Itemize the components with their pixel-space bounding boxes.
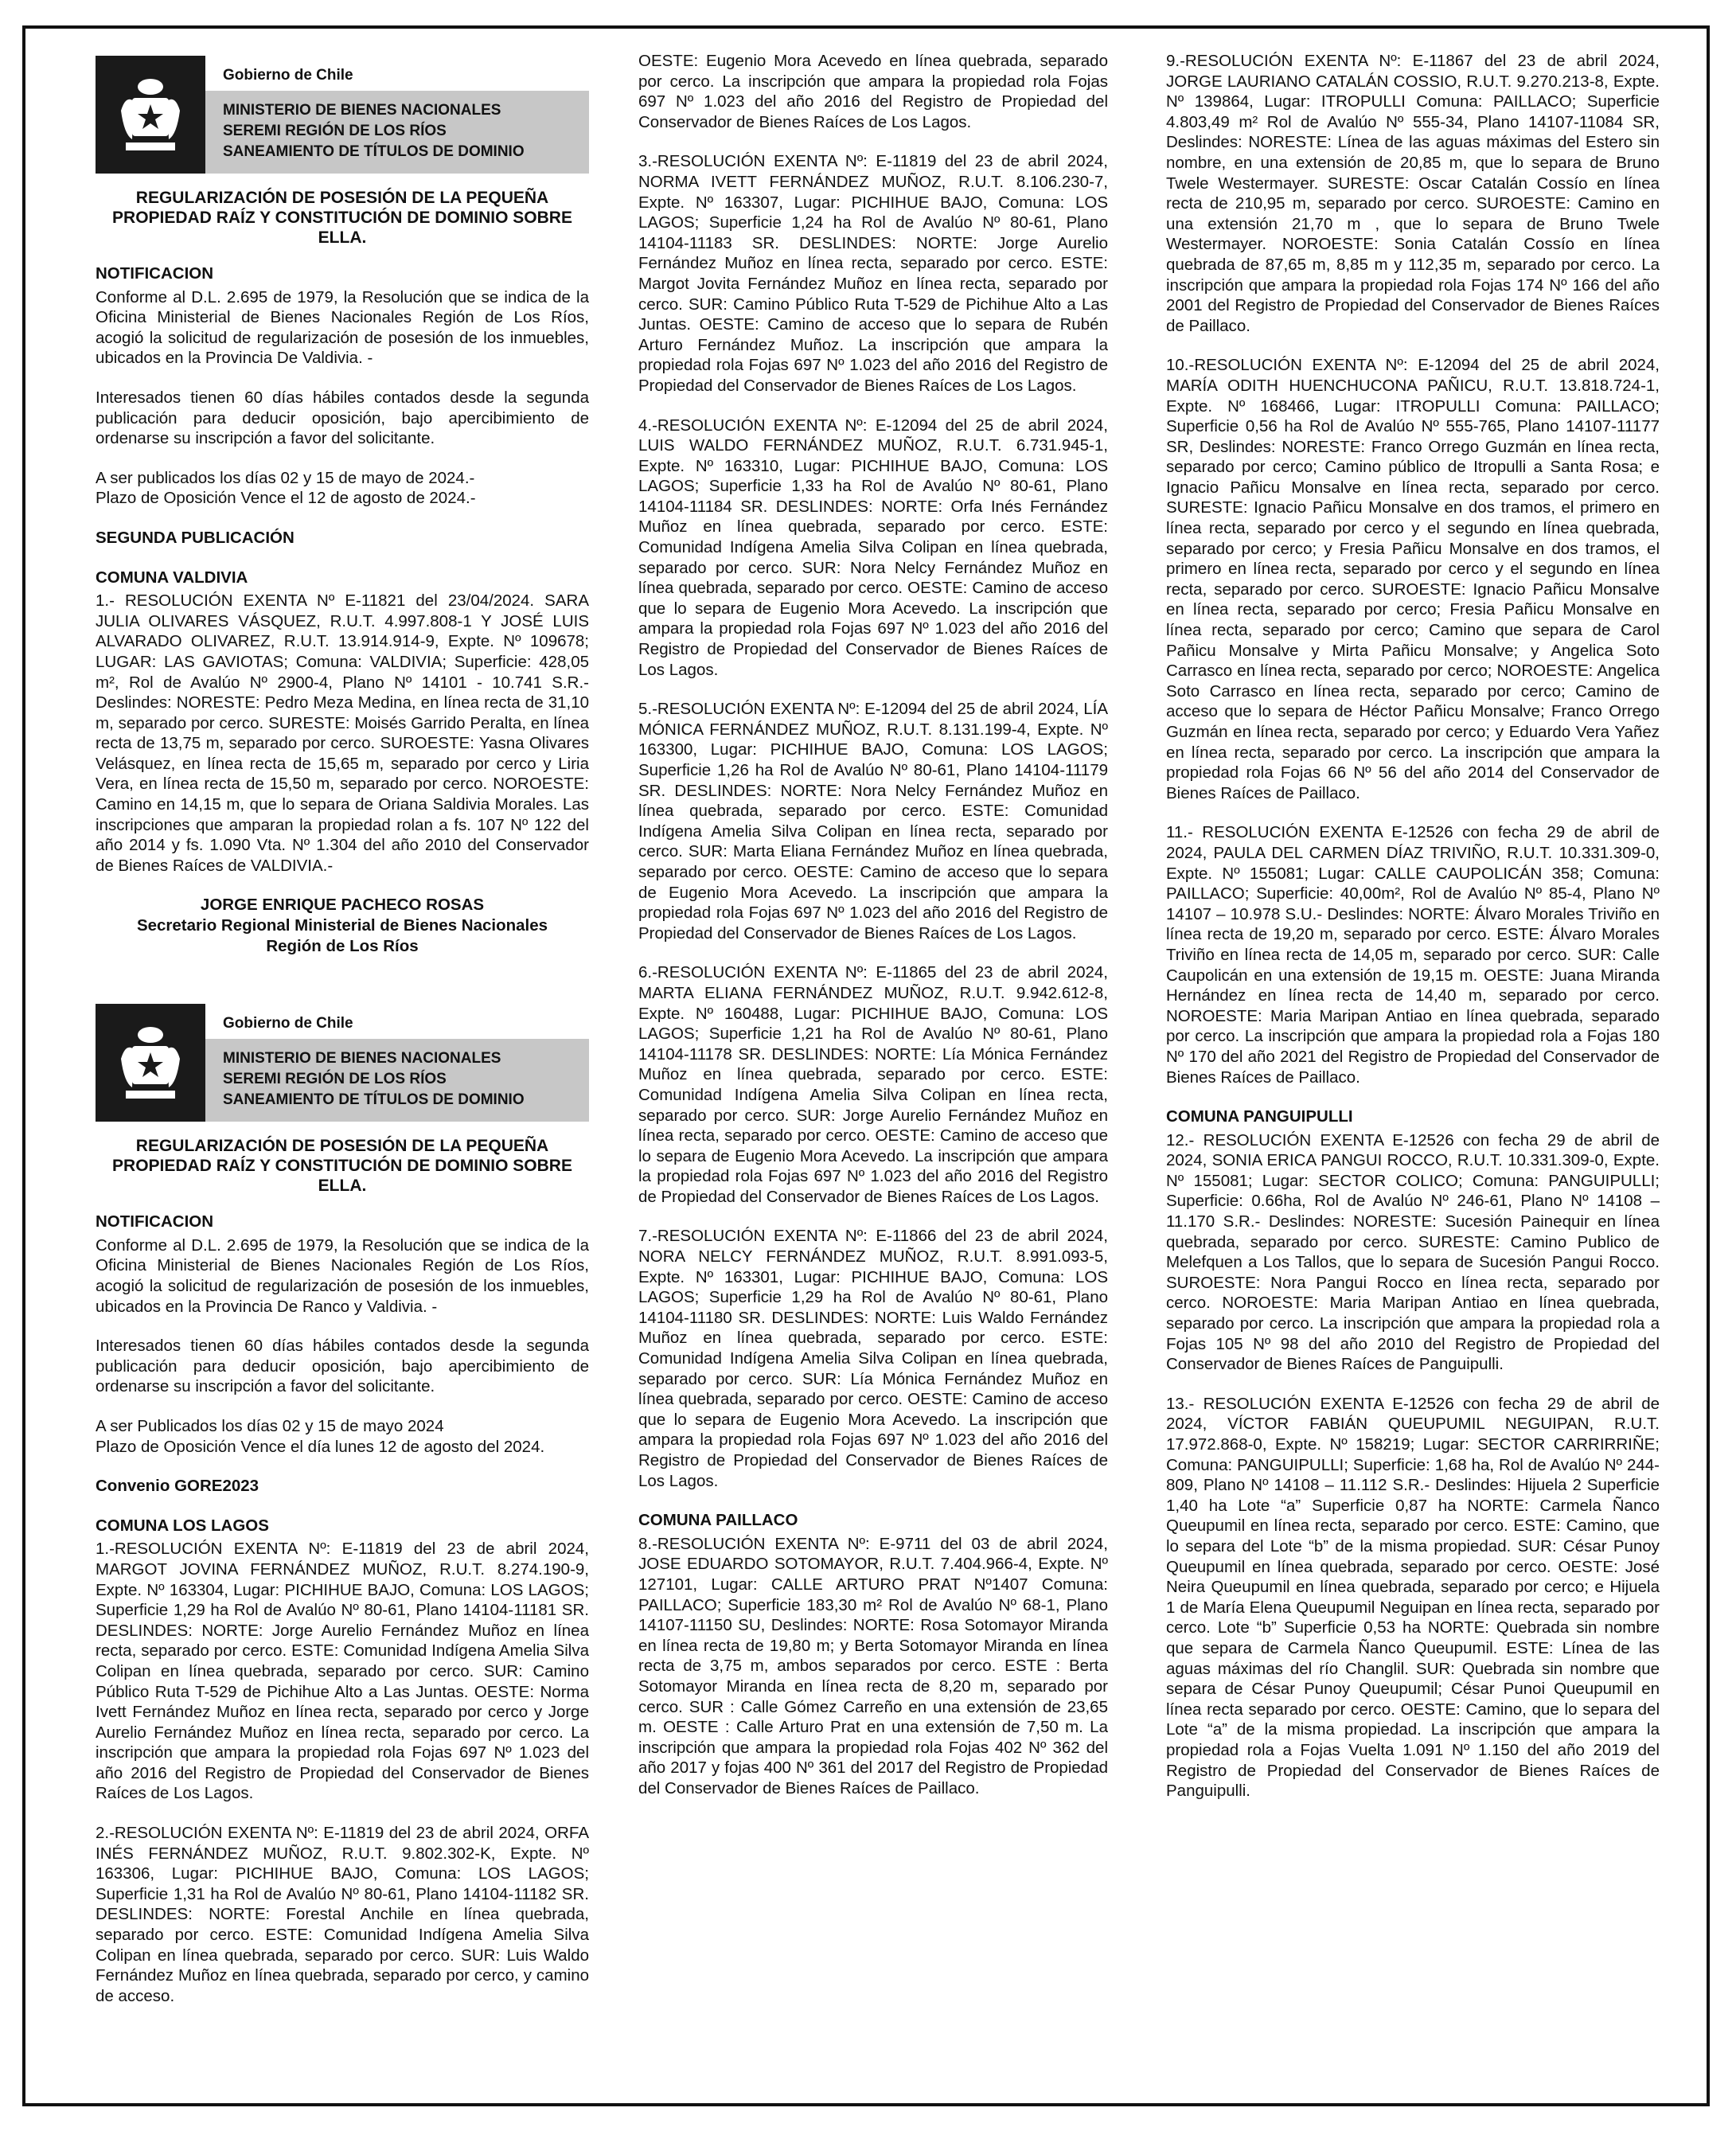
resolution-10: 10.-RESOLUCIÓN EXENTA Nº: E-12094 del 25 de abril 2024, MARÍA ODITH HUENCHUCONA PAÑICU, R.U.T. 13.818.724-1, Expte. Nº 168466, Lugar: ITROPULLI Comuna: PAILLACO; Superficie 0,56 ha Rol de Avalúo Nº 555-765, Plano 14107-11177 SR, Deslindes: NORESTE: Franco Orrego Guzmán en línea recta, separado por cerco; Camino público de Itropulli a Santa Rosa; e Ignacio Pañicu Monsalve en línea recta, separado por cerco. SURESTE: Ignacio Pañicu Monsalve en dos tramos, el primero en línea recta, separado por cerco y el segundo en línea quebrada, separado por cerco; y Fresia Pañicu Monsalve en dos tramos, el primero en línea recta, separado por cerco y el segundo en línea recta, separado por cerco. SUROESTE: Ignacio Pañicu Monsalve en línea recta, separado por cerco; Fresia Pañicu Monsalve en línea recta, separado por cerco; Camino que separa de Carol Pañicu Monsalve y Mirta Pañicu Monsalve; y Angelica Soto Carrasco en línea recta, separado por cerco; NOROESTE: Angelica Soto Carrasco en línea recta, separado por cerco; Camino de acceso que lo separa de Héctor Pañicu Monsalve; Franco Orrego Guzmán en línea recta, separado por cerco; y Eduardo Vera Yañez en línea recta, separado por cerco. La inscripción que ampara la propiedad rola Fojas 66 Nº 56 del año 2014 del Conservador de Bienes Raíces de Paillaco. [1166,356,1660,802]
comuna-paillaco: COMUNA PAILLACO [638,1511,798,1530]
resolution-6: 6.-RESOLUCIÓN EXENTA Nº: E-11865 del 23 de abril 2024, MARTA ELIANA FERNÁNDEZ MUÑOZ, R.U.T. 9.942.612-8, Expte. Nº 160488, Lugar: PICHIHUE BAJO, Comuna: LOS LAGOS; Superficie 1,21 ha Rol de Avalúo Nº 80-61, Plano 14104-11178 SR. DESLINDES: NORTE: Lía Mónica Fernández Muñoz en línea quebrada, separado por cerco. ESTE: Comunidad Indígena Amelia Silva Colipan en línea recta, separado por cerco. SUR: Jorge Aurelio Fernández Muñoz en línea recta, separado por cerco. OESTE: Camino de acceso que lo separa de Eugenio Mora Acevedo. La inscripción que ampara la propiedad rola Fojas 697 Nº 1.023 del año 2016 del Registro de Propiedad del Conservador de Bienes Raíces de Los Lagos. [638,963,1108,1206]
signatory-name: JORGE ENRIQUE PACHECO ROSAS [200,896,485,915]
column-1 [96,56,589,2025]
interesados-text-1: Interesados tienen 60 días hábiles contados desde la segunda publicación para deducir oposición, bajo apercibimiento de ordenarse su inscripción a favor del solicitante. [96,388,589,448]
resolution-13: 13.- RESOLUCIÓN EXENTA E-12526 con fecha 29 de abril de 2024, VÍCTOR FABIÁN QUEUPUMIL NEGUIPAN, R.U.T. 17.972.868-0, Expte. Nº 158219; Lugar: SECTOR CARRIRRIÑE; Comuna: PANGUIPULLI; Superficie: 1,68 ha, Rol de Avalúo Nº 244-809, Plano Nº 14108 – 11.112 S.R.- Deslindes: Hijuela 2 Superficie 1,40 ha Lote “a” Superficie 0,87 ha NORTE: Carmela Ñanco Queupumil en línea recta, separado por cerco. ESTE: Camino, que lo separa del Lote “b” de la misma propiedad. SUR: César Punoy Queupumil en línea quebrada, separado por cerco. OESTE: José Neira Queupumil en línea quebrada, separado por cerco; e Hijuela 1 de María Elena Queupumil Neguipan en línea recta, separado por cerco. Lote “b” Superficie 0,53 ha NORTE: Quebrada sin nombre que separa de Carmela Ñanco Queupumil. ESTE: Línea de las aguas máximas del río Changlil. SUR: Quebrada sin nombre que separa de César Punoy Queupumil; César Punoi Queupumil en línea recta separado por cerco. OESTE: Camino, que lo separa del Lote “a” de la misma propiedad. La inscripción que ampara la propiedad rola a Fojas Vuelta 1.091 Nº 1.150 del año 2019 del Registro de Propiedad del Conservador de Bienes Raíces de Panguipulli. [1166,1394,1660,1801]
publicados-text-1: A ser publicados los días 02 y 15 de mayo de 2024.- [96,468,475,487]
coat-of-arms-icon [96,1004,205,1122]
gobierno-label: Gobierno de Chile [223,1015,353,1032]
signatory-role: Secretario Regional Ministerial de Bienes Nacionales [136,916,548,935]
notificacion-text-1: Conforme al D.L. 2.695 de 1979, la Resolución que se indica de la Oficina Ministerial de Bienes Nacionales Región de Los Ríos, acogió la solicitud de regularización de posesión de los inmuebles, ubicados en la Provincia De Valdivia. - [96,287,589,368]
resolution-11: 11.- RESOLUCIÓN EXENTA E-12526 con fecha 29 de abril de 2024, PAULA DEL CARMEN DÍAZ TRIVIÑO, R.U.T. 10.331.309-0, Expte. Nº 155081; Lugar: CALLE CAUPOLICÁN 358; Comuna: PAILLACO; Superficie: 40,00m², Rol de Avalúo Nº 85-4, Plano Nº 14107 – 10.978 S.U.- Deslindes: NORTE: Álvaro Morales Triviño en línea recta de 19,20 m, separado por cerco. ESTE: Álvaro Morales Triviño en línea recta de 14,05 m, separado por cerco. SUR: Calle Caupolicán en una extensión de 19,15 m. OESTE: Juana Miranda Hernández en línea recta de 14,40 m, separado por cerco. NOROESTE: Maria Maripan Antiao en línea quebrada, separado por cerco. La inscripción que ampara la propiedad rola a Fojas 180 Nº 170 del año 2021 del Registro de Propiedad del Conservador de Bienes Raíces de Paillaco. [1166,823,1660,1087]
resolution-2-los-lagos: 2.-RESOLUCIÓN EXENTA Nº: E-11819 del 23 de abril 2024, ORFA INÉS FERNÁNDEZ MUÑOZ, R.U.T. 9.802.302-K, Expte. Nº 163306, Lugar: PICHIHUE BAJO, Comuna: LOS LAGOS; Superficie 1,31 ha Rol de Avalúo Nº 80-61, Plano 14104-11182 SR. DESLINDES: NORTE: Forestal Anchile en línea quebrada, separado por cerco. ESTE: Comunidad Indígena Amelia Silva Colipan en línea quebrada, separado por cerco. SUR: Luis Waldo Fernández Muñoz en línea quebrada, separado por cerco, y camino de acceso. [96,1824,589,2005]
notificacion-label-1: NOTIFICACION [96,264,214,283]
resolution-1-valdivia: 1.- RESOLUCIÓN EXENTA Nº E-11821 del 23/04/2024. SARA JULIA OLIVARES VÁSQUEZ, R.U.T. 4.997.808-1 Y JOSÉ LUIS ALVARADO OLIVAREZ, R.U.T. 13.914.914-9, Expte. Nº 109678; LUGAR: LAS GAVIOTAS; Comuna: VALDIVIA; Superficie: 428,05 m², Rol de Avalúo Nº 2900-4, Plano Nº 14101 - 10.741 S.R.- Deslindes: NORESTE: Pedro Meza Medina, en línea recta de 31,10 m, separado por cerco. SURESTE: Moisés Garrido Peralta, en línea recta de 13,75 m, separado por cerco. SUROESTE: Yasna Olivares Velásquez, en línea recta de 15,65 m, separado por cerco y Liria Vera, en línea recta de 15,50 m, separado por cerco. NOROESTE: Camino en 14,15 m, que lo separa de Oriana Saldivia Morales. Las inscripciones que amparan la propiedad rolan a fs. 107 Nº 122 del año 2014 y fs. 1.090 Vta. Nº 1.304 del año 2010 del Conservador de Bienes Raíces de VALDIVIA.- [96,591,589,875]
ministry-band [205,91,589,174]
resolution-2-continued: OESTE: Eugenio Mora Acevedo en línea quebrada, separado por cerco. La inscripción que ampara la propiedad rola Fojas 697 Nº 1.023 del año 2016 del Registro de Propiedad del Conservador de Bienes Raíces de Los Lagos. [638,52,1108,131]
saneamiento-label: SANEAMIENTO DE TÍTULOS DE DOMINIO [223,143,525,160]
plazo-text-1: Plazo de Oposición Vence el 12 de agosto de 2024.- [96,489,476,508]
resolution-1-los-lagos: 1.-RESOLUCIÓN EXENTA Nº: E-11819 del 23 de abril 2024, MARGOT JOVINA FERNÁNDEZ MUÑOZ, R.U.T. 8.274.190-9, Expte. Nº 163304, Lugar: PICHIHUE BAJO, Comuna: LOS LAGOS; Superficie 1,29 ha Rol de Avalúo Nº 80-61, Plano 14104-11181 SR. DESLINDES: NORTE: Jorge Aurelio Fernández Muñoz en línea recta, separado por cerco. ESTE: Comunidad Indígena Amelia Silva Colipan en línea quebrada, separado por cerco. SUR: Camino Público Ruta T-529 de Pichihue Alto a Las Juntas. OESTE: Norma Ivett Fernández Muñoz en línea recta, separado por cerco y Jorge Aurelio Fernández Muñoz en línea recta, separado por cerco. La inscripción que ampara la propiedad rola Fojas 697 Nº 1.023 del año 2016 del Registro de Propiedad del Conservador de Bienes Raíces de Los Lagos. [96,1540,589,1803]
signatory-region: Región de Los Ríos [266,936,419,955]
interesados-text-2: Interesados tienen 60 días hábiles contados desde la segunda publicación para deducir oposición, bajo apercibimiento de ordenarse su inscripción a favor del solicitante. [96,1337,589,1396]
comuna-valdivia: COMUNA VALDIVIA [96,568,248,587]
coat-of-arms-icon [96,56,205,174]
seremi-label: SEREMI REGIÓN DE LOS RÍOS [223,123,447,139]
resolution-12: 12.- RESOLUCIÓN EXENTA E-12526 con fecha 29 de abril de 2024, SONIA ERICA PANGUI ROCCO, R.U.T. 10.331.309-0, Expte. Nº 155081; Lugar: SECTOR COLICO; Comuna: PANGUIPULLI; Superficie: 0.66ha, Rol de Avalúo Nº 246-61, Plano Nº 14108 – 11.170 S.R.- Deslindes: NORESTE: Sucesión Painequir en línea quebrada, separado por cerco. SURESTE: Camino Publico de Melefquen a Los Tallos, que lo separa de Sucesión Pangui Rocco. SUROESTE: Nora Pangui Rocco en línea recta, separado por cerco. NOROESTE: Maria Maripan Antiao en línea quebrada, separado por cerco. La inscripción que ampara la propiedad rola a Fojas 105 Nº 98 del año 2010 del Registro de Propiedad del Conservador de Bienes Raíces de Panguipulli. [1166,1130,1660,1374]
resolution-3: 3.-RESOLUCIÓN EXENTA Nº: E-11819 del 23 de abril 2024, NORMA IVETT FERNÁNDEZ MUÑOZ, R.U.T. 8.106.230-7, Expte. Nº 163307, Lugar: PICHIHUE BAJO, Comuna: LOS LAGOS; Superficie 1,24 ha Rol de Avalúo Nº 80-61, Plano 14104-11183 SR. DESLINDES: NORTE: Jorge Aurelio Fernández Muñoz en línea recta, separado por cerco. ESTE: Margot Jovita Fernández Muñoz en línea recta, separado por cerco. SUR: Camino Público Ruta T-529 de Pichihue Alto a Las Juntas. OESTE: Camino de acceso que lo separa de Rubén Arturo Fernández Muñoz. La inscripción que ampara la propiedad rola Fojas 697 Nº 1.023 del año 2016 del Registro de Propiedad del Conservador de Bienes Raíces de Los Lagos. [638,152,1108,395]
gobierno-label: Gobierno de Chile [223,67,353,84]
resolution-5: 5.-RESOLUCIÓN EXENTA Nº: E-12094 del 25 de abril 2024, LÍA MÓNICA FERNÁNDEZ MUÑOZ, R.U.T. 8.131.199-4, Expte. Nº 163300, Lugar: PICHIHUE BAJO, Comuna: LOS LAGOS; Superficie 1,26 ha Rol de Avalúo Nº 80-61, Plano 14104-11179 SR. DESLINDES: NORTE: Nora Nelcy Fernández Muñoz en línea quebrada, separado por cerco. ESTE: Comunidad Indígena Amelia Silva Colipan en línea recta, separado por cerco. SUR: Marta Eliana Fernández Muñoz en línea quebrada, separado por cerco. OESTE: Camino de acceso que lo separa de Eugenio Mora Acevedo. La inscripción que ampara la propiedad rola Fojas 697 Nº 1.023 del año 2016 del Registro de Propiedad del Conservador de Bienes Raíces de Los Lagos. [638,700,1108,943]
ministerio-label: MINISTERIO DE BIENES NACIONALES [223,102,501,119]
ministry-band [205,1039,589,1122]
notificacion-text-2: Conforme al D.L. 2.695 de 1979, la Resolución que se indica de la Oficina Ministerial de Bienes Nacionales Región de Los Ríos, acogió la solicitud de regularización de posesión de los inmuebles, ubicados en la Provincia De Ranco y Valdivia. - [96,1235,589,1316]
resolution-4: 4.-RESOLUCIÓN EXENTA Nº: E-12094 del 25 de abril 2024, LUIS WALDO FERNÁNDEZ MUÑOZ, R.U.T. 6.731.945-1, Expte. Nº 163310, Lugar: PICHIHUE BAJO, Comuna: LOS LAGOS; Superficie 1,33 ha Rol de Avalúo Nº 80-61, Plano 14104-11184 SR. DESLINDES: NORTE: Orfa Inés Fernández Muñoz en línea quebrada, separado por cerco. ESTE: Comunidad Indígena Amelia Silva Colipan en línea quebrada, separado por cerco. SUR: Nora Nelcy Fernández Muñoz en línea quebrada, separado por cerco. OESTE: Camino de acceso que lo separa de Eugenio Mora Acevedo. La inscripción que ampara la propiedad rola Fojas 697 Nº 1.023 del año 2016 del Registro de Propiedad del Conservador de Bienes Raíces de Los Lagos. [638,416,1108,679]
resolution-8: 8.-RESOLUCIÓN EXENTA Nº: E-9711 del 03 de abril 2024, JOSE EDUARDO SOTOMAYOR, R.U.T. 7.404.966-4, Expte. Nº 127101, Lugar: CALLE ARTURO PRAT Nº1407 Comuna: PAILLACO; Superficie 183,30 m² Rol de Avalúo Nº 68-1, Plano 14107-11150 SU, Deslindes: NORTE: Rosa Sotomayor Miranda en línea recta de 19,80 m; y Berta Sotomayor Miranda en línea recta de 3,75 m, ambos separados por cerco. ESTE : Berta Sotomayor Miranda en línea recta de 8,20 m, separado por cerco. SUR : Calle Gómez Carreño en una extensión de 23,65 m. OESTE : Calle Arturo Prat en una extensión de 7,50 m. La inscripción que ampara la propiedad rola Fojas 402 Nº 362 del año 2017 y fojas 400 Nº 361 del 2017 del Registro de Propiedad del Conservador de Bienes Raíces de Paillaco. [638,1534,1108,1797]
column-2 [638,51,1108,1818]
notice-title-2: REGULARIZACIÓN DE POSESIÓN DE LA PEQUEÑA PROPIEDAD RAÍZ Y CONSTITUCIÓN DE DOMINIO SOBRE ELLA. [112,1137,572,1196]
publicados-text-2: A ser Publicados los días 02 y 15 de mayo 2024 [96,1416,444,1435]
plazo-text-2: Plazo de Oposición Vence el día lunes 12 de agosto del 2024. [96,1437,545,1456]
resolution-9: 9.-RESOLUCIÓN EXENTA Nº: E-11867 del 23 de abril 2024, JORGE LAURIANO CATALÁN COSSIO, R.U.T. 9.270.213-8, Expte. Nº 139864, Lugar: ITROPULLI Comuna: PAILLACO; Superficie 4.803,49 m² Rol de Avalúo Nº 555-34, Plano 14107-11084 SR, Deslindes: NORESTE: Línea de las aguas máximas del Estero sin nombre, en una extensión de 20,85 m, que lo separa de Bruno Twele Westermayer. SURESTE: Oscar Catalán Cossío en línea recta de 210,95 m, separado por cerco. SUROESTE: Camino en una extensión 21,70 m , que lo separa de Bruno Twele Westermayer. NOROESTE: Sonia Catalán Cossío en línea quebrada de 87,65 m, 8,85 m y 112,35 m, separado por cerco. La inscripción que ampara la propiedad rola Fojas 174 Nº 166 del año 2001 del Registro de Propiedad del Conservador de Bienes Raíces de Paillaco. [1166,52,1660,335]
notice-title-1: REGULARIZACIÓN DE POSESIÓN DE LA PEQUEÑA PROPIEDAD RAÍZ Y CONSTITUCIÓN DE DOMINIO SOBRE ELLA. [112,189,572,247]
ministry-header-1 [96,56,589,175]
resolution-7: 7.-RESOLUCIÓN EXENTA Nº: E-11866 del 23 de abril 2024, NORA NELCY FERNÁNDEZ MUÑOZ, R.U.T. 8.991.093-5, Expte. Nº 163301, Lugar: PICHIHUE BAJO, Comuna: LOS LAGOS; Superficie 1,29 ha Rol de Avalúo Nº 80-61, Plano 14104-11180 SR. DESLINDES: NORTE: Luis Waldo Fernández Muñoz en línea quebrada, separado por cerco. ESTE: Comunidad Indígena Amelia Silva Colipan en línea quebrada, separado por cerco. SUR: Lía Mónica Fernández Muñoz en línea quebrada, separado por cerco. OESTE: Camino de acceso que lo separa de Eugenio Mora Acevedo. La inscripción que ampara la propiedad rola Fojas 697 Nº 1.023 del año 2016 del Registro de Propiedad del Conservador de Bienes Raíces de Los Lagos. [638,1227,1108,1490]
column-3 [1166,51,1660,1821]
ministry-header-2 [96,1004,589,1123]
notificacion-label-2: NOTIFICACION [96,1212,214,1231]
ministerio-label: MINISTERIO DE BIENES NACIONALES [223,1050,501,1068]
signature-block [96,895,589,956]
comuna-los-lagos: COMUNA LOS LAGOS [96,1516,269,1535]
saneamiento-label: SANEAMIENTO DE TÍTULOS DE DOMINIO [223,1091,525,1109]
comuna-panguipulli: COMUNA PANGUIPULLI [1166,1107,1353,1126]
segunda-publicacion: SEGUNDA PUBLICACIÓN [96,528,295,547]
seremi-label: SEREMI REGIÓN DE LOS RÍOS [223,1071,447,1088]
convenio-label: Convenio GORE2023 [96,1477,259,1496]
